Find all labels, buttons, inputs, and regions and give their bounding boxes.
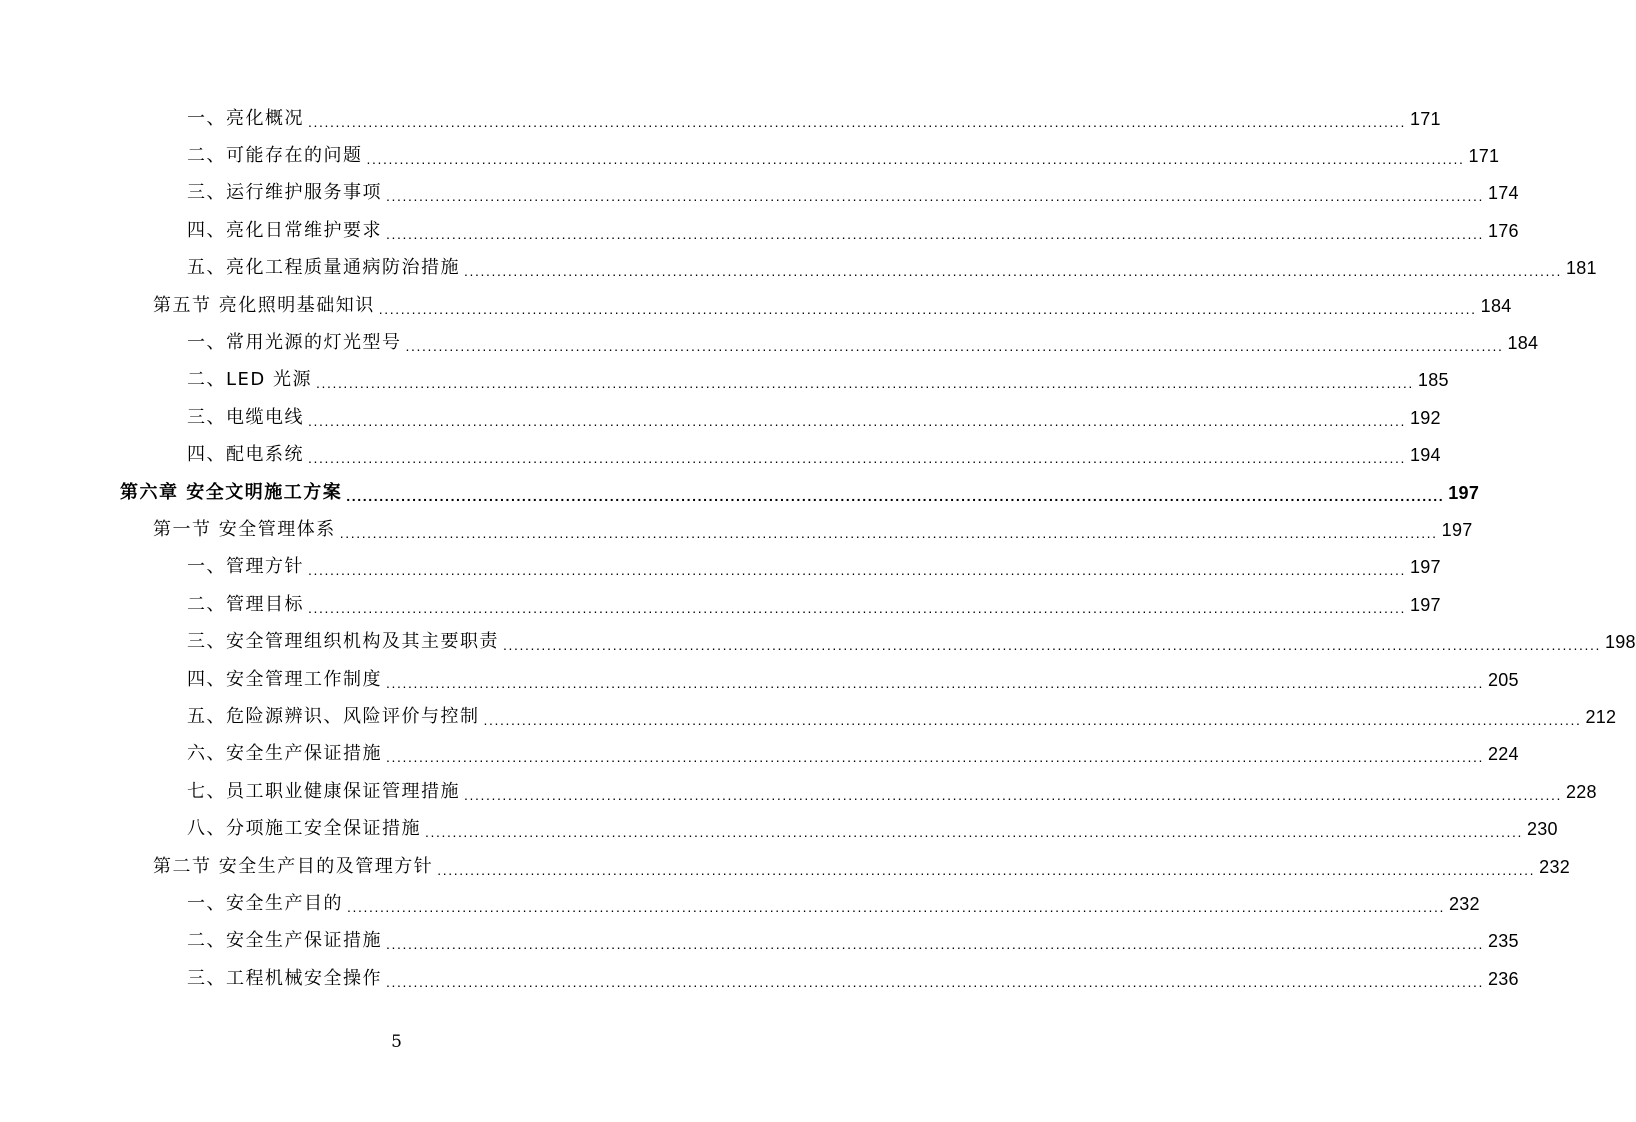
toc-entry[interactable] [187, 100, 1441, 137]
toc-leader-dots: ........................................................................................................................................................................................................ [308, 113, 1406, 130]
toc-entry-page: 171 [1409, 108, 1441, 129]
toc-entry-page: 197 [1441, 519, 1473, 540]
toc-entry[interactable] [187, 624, 1636, 661]
toc-entry-label: 五、亮化工程质量通病防治措施 [187, 257, 460, 279]
toc-leader-dots: ........................................................................................................................................................................................................ [308, 412, 1406, 429]
toc-entry[interactable] [187, 324, 1539, 361]
toc-leader-dots: ........................................................................................................................................................................................................ [347, 898, 1445, 915]
toc-entry-label: 二、可能存在的问题 [187, 144, 363, 166]
toc-entry[interactable] [187, 923, 1519, 960]
toc-entry-label: 五、危险源辨识、风险评价与控制 [187, 705, 480, 727]
toc-section-entry[interactable] [153, 511, 1473, 548]
toc-leader-dots: ........................................................................................................................................................................................................ [386, 188, 1484, 205]
toc-entry[interactable] [187, 549, 1441, 586]
toc-leader-dots: ........................................................................................................................................................................................................ [464, 263, 1562, 280]
toc-entry-label: 一、管理方针 [187, 556, 304, 578]
toc-leader-dots: ........................................................................................................................................................................................................ [425, 824, 1523, 841]
toc-entry-label: 第六章 安全文明施工方案 [120, 481, 343, 503]
toc-entry-label: 一、常用光源的灯光型号 [187, 331, 402, 353]
toc-entry-label: 三、运行维护服务事项 [187, 182, 382, 204]
toc-entry[interactable] [187, 960, 1519, 997]
toc-entry[interactable] [187, 773, 1597, 810]
toc-leader-dots: ........................................................................................................................................................................................................ [386, 749, 1484, 766]
toc-leader-dots: ........................................................................................................................................................................................................ [386, 225, 1484, 242]
toc-entry-page: 236 [1487, 968, 1519, 989]
toc-leader-dots: ........................................................................................................................................................................................................ [405, 337, 1504, 354]
toc-entry-label: 第二节 安全生产目的及管理方针 [153, 855, 434, 877]
toc-entry-label: 二、管理目标 [187, 593, 304, 615]
toc-entry-label: 四、安全管理工作制度 [187, 668, 382, 690]
toc-entry-page: 184 [1480, 295, 1512, 316]
toc-entry-page: 228 [1565, 781, 1597, 802]
toc-entry-page: 224 [1487, 744, 1519, 765]
toc-entry[interactable] [187, 137, 1500, 174]
toc-entry-page: 197 [1448, 482, 1480, 503]
toc-entry-page: 212 [1585, 706, 1617, 727]
toc-entry-page: 235 [1487, 931, 1519, 952]
toc-leader-dots: ........................................................................................................................................................................................................ [378, 300, 1477, 317]
toc-entry[interactable] [187, 586, 1441, 623]
toc-entry-page: 185 [1417, 370, 1449, 391]
toc-entry[interactable] [187, 661, 1519, 698]
toc-chapter-entry[interactable] [120, 474, 1480, 511]
toc-entry-label: 八、分项施工安全保证措施 [187, 818, 421, 840]
toc-entry-page: 194 [1409, 445, 1441, 466]
toc-entry[interactable] [187, 212, 1519, 249]
toc-leader-dots: ........................................................................................................................................................................................................ [503, 637, 1601, 654]
toc-entry-label: 一、安全生产目的 [187, 892, 343, 914]
toc-entry[interactable] [187, 437, 1441, 474]
toc-entry-label: 第一节 安全管理体系 [153, 518, 336, 540]
toc-entry-page: 205 [1487, 669, 1519, 690]
toc-entry[interactable] [187, 698, 1617, 735]
toc-entry-label: 四、亮化日常维护要求 [187, 219, 382, 241]
toc-entry-label: 六、安全生产保证措施 [187, 743, 382, 765]
toc-entry-label: 三、电缆电线 [187, 406, 304, 428]
toc-leader-dots: ........................................................................................................................................................................................................ [386, 973, 1484, 990]
toc-entry[interactable] [187, 175, 1519, 212]
toc-entry-page: 230 [1526, 819, 1558, 840]
toc-entry-page: 171 [1468, 145, 1500, 166]
toc-entry-page: 197 [1409, 594, 1441, 615]
toc-entry-label: 四、配电系统 [187, 444, 304, 466]
toc-leader-dots: ........................................................................................................................................................................................................ [315, 375, 1414, 392]
toc-entry-page: 197 [1409, 557, 1441, 578]
toc-leader-dots: ........................................................................................................................................................................................................ [308, 450, 1406, 467]
toc-entry-label: 二、安全生产保证措施 [187, 930, 382, 952]
toc-entry-page: 192 [1409, 407, 1441, 428]
toc-leader-dots: ........................................................................................................................................................................................................ [366, 150, 1465, 167]
toc-entry-page: 198 [1604, 632, 1636, 653]
toc-entry-page: 232 [1539, 856, 1571, 877]
toc-entry-label: 三、工程机械安全操作 [187, 967, 382, 989]
toc-leader-dots: ........................................................................................................................................................................................................ [308, 599, 1406, 616]
toc-leader-dots: ........................................................................................................................................................................................................ [483, 711, 1582, 728]
toc-leader-dots: ........................................................................................................................................................................................................ [464, 786, 1562, 803]
toc-entry[interactable] [187, 736, 1519, 773]
toc-entry-label: 第五节 亮化照明基础知识 [153, 294, 375, 316]
toc-leader-dots: ........................................................................................................................................................................................................ [308, 562, 1406, 579]
toc-entry-label: 一、亮化概况 [187, 107, 304, 129]
toc-entry-page: 176 [1487, 220, 1519, 241]
toc-leader-dots: ........................................................................................................................................................................................................ [346, 487, 1445, 504]
toc-entry[interactable] [187, 250, 1597, 287]
toc-entry-label: 三、安全管理组织机构及其主要职责 [187, 631, 499, 653]
page-number: 5 [391, 1032, 402, 1052]
toc-entry-label: 二、LED 光源 [187, 369, 312, 391]
toc-entry-page: 184 [1507, 332, 1539, 353]
toc-entry[interactable] [187, 362, 1449, 399]
toc-section-entry[interactable] [153, 287, 1512, 324]
toc-entry[interactable] [187, 885, 1480, 922]
toc-entry-page: 174 [1487, 183, 1519, 204]
toc-leader-dots: ........................................................................................................................................................................................................ [339, 524, 1438, 541]
toc-entry-page: 181 [1565, 258, 1597, 279]
toc-section-entry[interactable] [153, 848, 1571, 885]
toc-entry-label: 七、员工职业健康保证管理措施 [187, 780, 460, 802]
toc-leader-dots: ........................................................................................................................................................................................................ [437, 861, 1536, 878]
toc-entry-page: 232 [1448, 893, 1480, 914]
toc-leader-dots: ........................................................................................................................................................................................................ [386, 674, 1484, 691]
toc-entry[interactable] [187, 399, 1441, 436]
toc-leader-dots: ........................................................................................................................................................................................................ [386, 936, 1484, 953]
toc-entry[interactable] [187, 811, 1558, 848]
